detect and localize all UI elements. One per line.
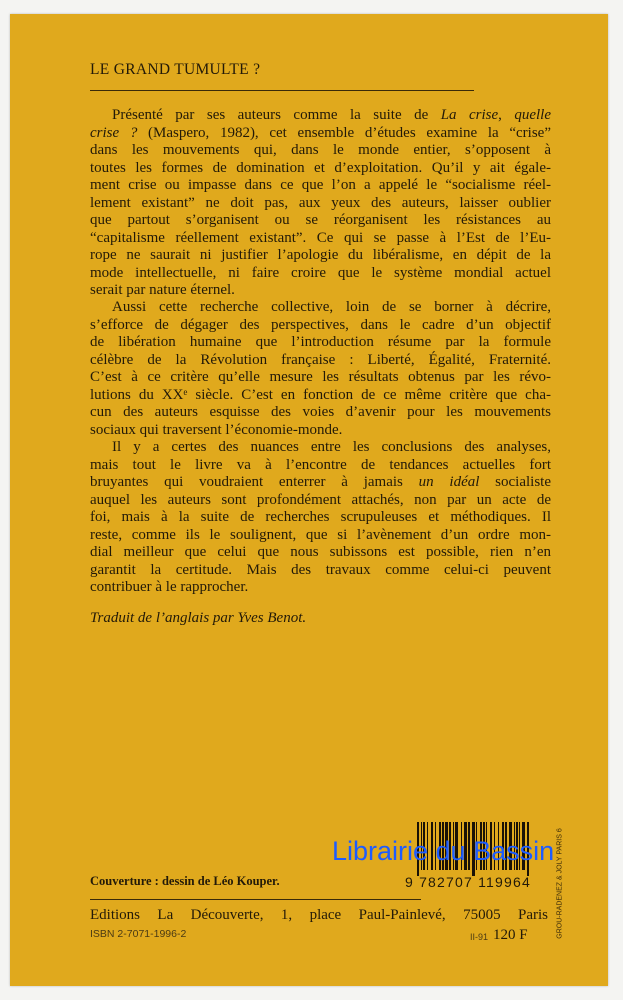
text-line: Présenté par ses auteurs comme la suite de La crise, quelle — [112, 107, 551, 123]
translator-credit: Traduit de l’anglais par Yves Benot. — [90, 610, 307, 626]
italic-text: quelle — [514, 107, 551, 123]
text-line: Il y a certes des nuances entre les conclusions des analyses, — [112, 439, 551, 455]
text-line: bruyantes qui voudraient enterrer à jamais un idéal socialiste — [90, 474, 551, 490]
text-line: dial meilleur que celui que nous subissons est possible, rien n’en — [90, 544, 551, 560]
text-line: dans les mouvements qui, dans le monde entier, s’opposent à — [90, 142, 551, 158]
isbn: ISBN 2-7071-1996-2 — [90, 928, 187, 940]
blurb-paragraph-3 — [90, 439, 551, 597]
text-line: C’est à ce critère qu’elle mesure les résultats obtenus par les révo- — [90, 369, 551, 385]
italic-text: crise ? — [90, 124, 138, 141]
text-line: de libération humaine que l’introduction résume par la formule — [90, 334, 551, 350]
watermark: Librairie du Bassin — [332, 836, 555, 866]
text-line: garantit la certitude. Mais des travaux comme celui-ci peuvent — [90, 561, 551, 578]
text-line: contribuer à le rapprocher. — [90, 579, 249, 595]
book-title: LE GRAND TUMULTE ? — [90, 61, 261, 78]
text-line: auquel les auteurs sont profondément attachés, non par un acte de — [90, 491, 551, 508]
print-date: II-91 — [470, 932, 489, 942]
text-line: mode intellectuelle, ni faire croire que le système mondial actuel — [90, 264, 551, 281]
text-line: serait par nature éternel. — [90, 282, 235, 298]
text-line: sociaux qui traversent l’économie-monde. — [90, 421, 343, 438]
publisher-address: Editions La Découverte, 1, place Paul-Painlevé, 75005 Paris — [90, 907, 548, 923]
italic-text: un idéal — [418, 474, 480, 490]
text-line: lutions du XXᵉ siècle. C’est en fonction de ce même critère que cha- — [90, 386, 551, 403]
text-line: rope ne saurait ni justifier l’apologie du libéralisme, en dépit de la — [90, 247, 551, 263]
text-line: ment crise ou impasse dans ce que l’on a appelé le “socialisme réel- — [90, 177, 551, 193]
text-line: mais tout le livre va à l’encontre de tendances actuelles fort — [90, 456, 551, 473]
barcode-digits: 9 782707 119964 — [405, 874, 531, 890]
text-line: “capitalisme réellement existant”. Ce qui se passe à l’Est de l’Eu- — [90, 229, 551, 246]
title-rule — [90, 90, 474, 91]
printer-credit: GROU-RADENEZ & JOLY PARIS 6 — [556, 828, 564, 939]
text-line: lement existant” ne doit pas, aux yeux des auteurs, laisser oublier — [90, 194, 551, 211]
text-line: toutes les formes de domination et d’exploitation. Qu’il y ait égale- — [90, 159, 551, 176]
blurb-paragraph-1 — [90, 107, 551, 300]
text-line: célèbre de la Révolution française : Liberté, Égalité, Fraternité. — [90, 351, 551, 368]
text-line: crise ? (Maspero, 1982), cet ensemble d’études examine la “crise” — [90, 124, 551, 141]
text-line: Aussi cette recherche collective, loin de se borner à décrire, — [112, 299, 551, 315]
text-line: reste, comme ils le soulignent, que si l’avènement d’un ordre mon- — [90, 526, 551, 543]
text-line: foi, mais à la suite de recherches scrupuleuses et méthodiques. Il — [90, 509, 551, 525]
cover-credit: Couverture : dessin de Léo Kouper. — [90, 874, 280, 888]
blurb-paragraph-2 — [90, 299, 551, 439]
italic-text: La crise — [440, 107, 499, 123]
footer-rule — [90, 899, 421, 900]
text-line: s’efforce de dégager des perspectives, dans le cadre d’un objectif — [90, 316, 551, 333]
text-line: cun des auteurs esquisse des voies d’avenir pour les mouvements — [90, 404, 551, 420]
price: 120 F — [493, 927, 528, 943]
text-line: que partout s’organisent ou se réorganisent les résistances au — [90, 212, 551, 228]
